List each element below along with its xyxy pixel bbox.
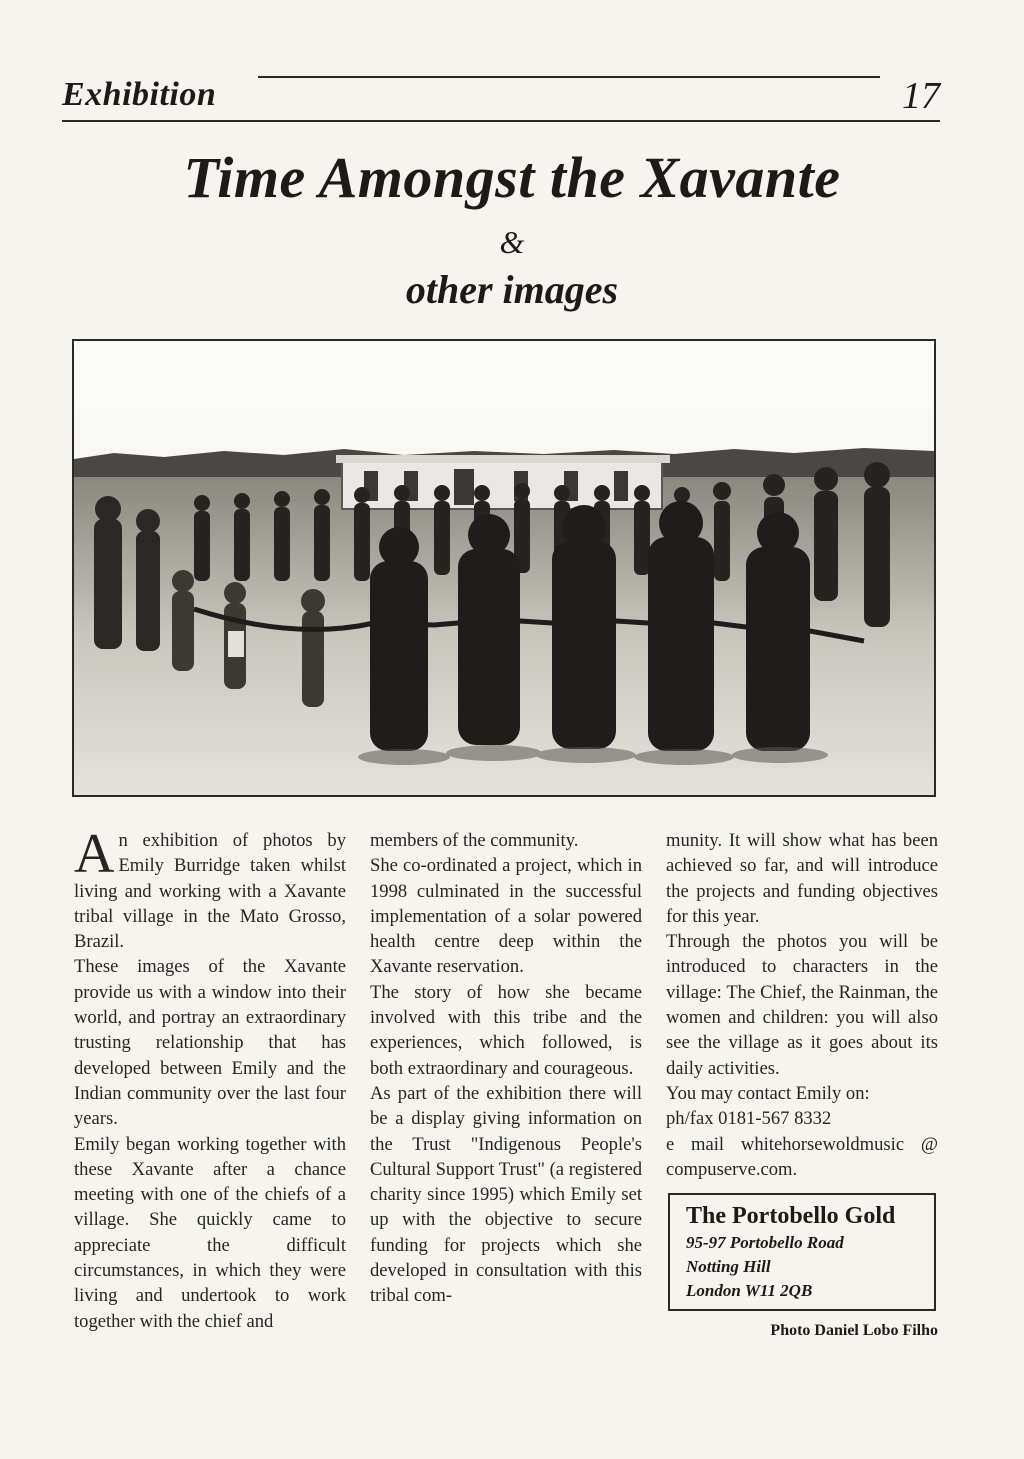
exhibition-photo xyxy=(72,339,936,797)
photo-credit: Photo Daniel Lobo Filho xyxy=(770,1322,938,1339)
paragraph-intro xyxy=(74,823,346,954)
photo-illustration xyxy=(74,341,934,795)
title-ampersand: & xyxy=(499,224,525,260)
paragraph-intro-text: n exhibition of photos by Emily Burridge taken whilst living and working with a Xavante tribal village in the Mato Grosso, Brazil. xyxy=(74,830,346,953)
paragraph: Emily began working together with these Xavante after a chance meeting with one of the chiefs of a village. She quickly came to appreciate the difficult circumstances, in which they were living and undertook to work together with the chief and xyxy=(74,1133,346,1332)
contact-intro: You may contact Emily on: xyxy=(666,1082,870,1104)
venue-box xyxy=(668,1193,936,1311)
article-column-2 xyxy=(370,828,642,1309)
header-rule-top xyxy=(258,76,880,78)
article-subtitle: other images xyxy=(405,267,619,312)
paragraph: members of the community. xyxy=(370,830,579,851)
drop-cap: A xyxy=(74,823,115,885)
article-title: Time Amongst the Xavante xyxy=(183,145,841,210)
paragraph: The story of how she became involved with this tribe and the experiences, which followed, is both extraordinary and courageous. xyxy=(370,981,642,1079)
venue-address-line: London W11 2QB xyxy=(686,1281,813,1300)
contact-phone: ph/fax 0181-567 8332 xyxy=(666,1108,832,1130)
contact-email: e mail whitehorsewoldmusic @ compuserve.com. xyxy=(666,1133,938,1180)
venue-address-line: 95-97 Portobello Road xyxy=(686,1233,844,1252)
paragraph: She co-ordinated a project, which in 1998 culminated in the successful implementation of a solar powered health centre deep within the Xavante reservation. xyxy=(370,855,642,978)
article-column-3 xyxy=(666,828,938,1182)
section-name: Exhibition xyxy=(62,76,217,113)
venue-address-line: Notting Hill xyxy=(686,1257,771,1276)
paragraph: As part of the exhibition there will be a display giving information on the Trust "Indigenous People's Cultural Support Trust" (a registered charity since 1995) which Emily set up with the objective to secure funding for projects which she developed in consultation with this tribal com- xyxy=(370,1082,643,1307)
header-rule-bottom xyxy=(62,120,940,122)
venue-name: The Portobello Gold xyxy=(686,1203,896,1229)
paragraph: Through the photos you will be introduced to characters in the village: The Chief, the Rainman, the women and children: you will also see the village as it goes about its daily activities. xyxy=(666,931,938,1079)
paragraph: munity. It will show what has been achieved so far, and will introduce the projects and funding objectives for this year. xyxy=(666,830,938,927)
paragraph: These images of the Xavante provide us with a window into their world, and portray an extraordinary trusting relationship that has developed between Emily and the Indian community over the last four years. xyxy=(74,956,346,1130)
page-number: 17 xyxy=(902,75,940,117)
article-column-1 xyxy=(74,823,346,1334)
page-header xyxy=(62,72,940,122)
